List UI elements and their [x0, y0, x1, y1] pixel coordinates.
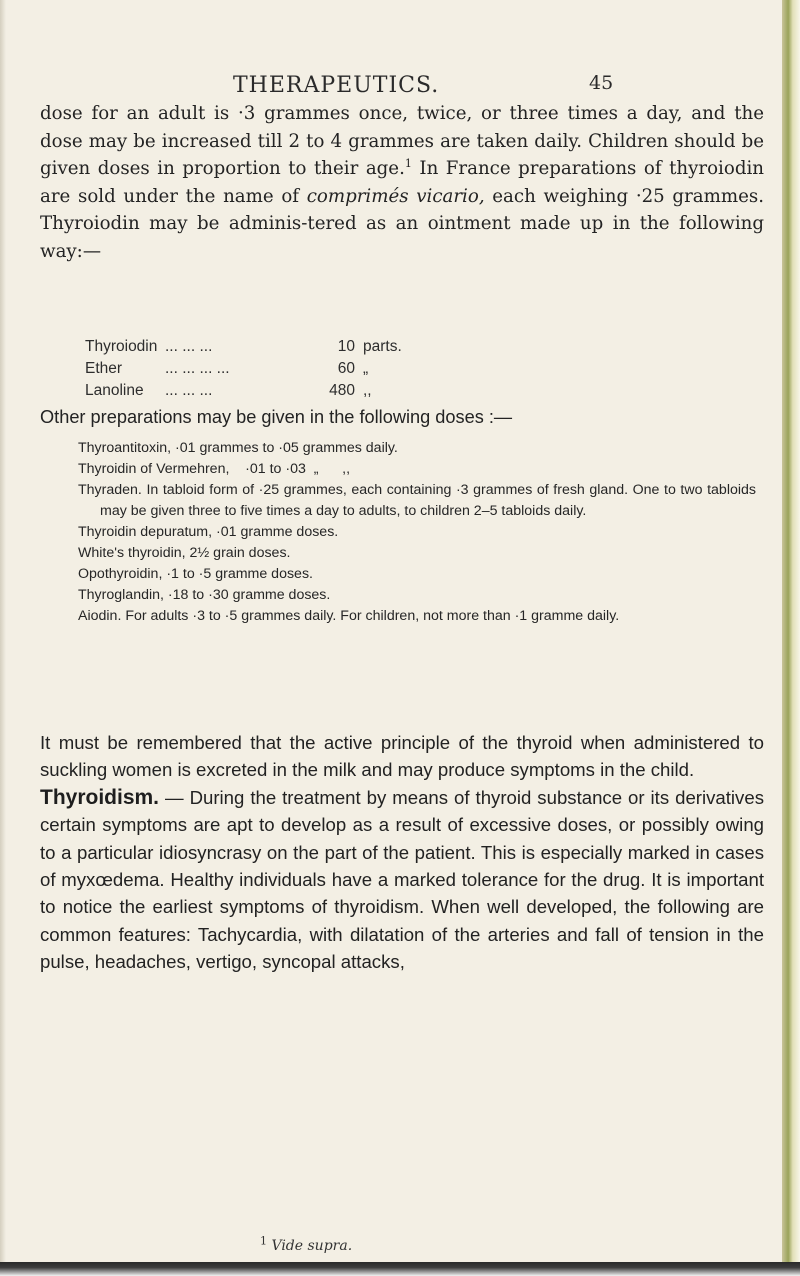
footnote-reference: 1: [404, 156, 412, 170]
ingredient-name: Lanoline: [85, 382, 144, 399]
ingredient-amount: 480: [329, 382, 355, 399]
ingredient-name: Thyroiodin: [85, 338, 158, 355]
list-item: Opothyroidin, ·1 to ·5 gramme doses.: [78, 566, 313, 582]
recipe-row: [85, 380, 585, 402]
section-heading: Thyroidism.: [40, 785, 160, 809]
ingredient-unit: ,,: [363, 382, 372, 399]
footnote-number: 1: [260, 1234, 267, 1248]
paragraph-text-b: In France preparations of thyroiodin are sold under the name of: [40, 158, 764, 207]
leader-dots: ... ... ... ...: [165, 360, 230, 377]
ingredient-unit: parts.: [363, 338, 402, 355]
section-text: — During the treatment by means of thyroid substance or its derivatives certain symptoms are apt to develop as a result of excessive doses, or possibly owing to a particular idiosyncrasy on the part of the patient. This is especially marked in cases of myxœdema. Healthy individuals have a marked tolerance for the drug. It is important to notice the earliest symptoms of thyroidism. When well developed, the following are common features: Tachycardia, with dilatation of the arteries and fall of tension in the pulse, headaches, vertigo, syncopal attacks,: [40, 786, 764, 973]
suckling-paragraph: It must be remembered that the active principle of the thyroid when administered to suckling women is excreted in the milk and may produce symptoms in the child.: [40, 732, 764, 781]
list-item: Thyraden. In tabloid form of ·25 grammes, each containing ·3 grammes of fresh gland. One to two tabloids may be given three to five times a day to adults, to children 2–5 tabloids daily.: [78, 482, 756, 519]
footnote-text: Vide supra.: [271, 1238, 353, 1254]
paragraph-text-a: dose for an adult is ·3 grammes once, twice, or three times a day, and the dose may be increased till 2 to 4 grammes are taken daily. Children should be given doses in proportion to their age.: [40, 103, 764, 179]
list-item: Thyroglandin, ·18 to ·30 gramme doses.: [78, 587, 331, 603]
body-text: [40, 729, 764, 976]
preparations-intro: Other preparations may be given in the following doses :—: [40, 407, 513, 427]
page-gutter-shadow: [0, 0, 6, 1262]
ingredient-amount: 60: [337, 360, 355, 377]
ointment-recipe: [85, 336, 585, 402]
ingredient-name: Ether: [85, 360, 123, 377]
preparations-list: [78, 438, 756, 627]
list-item: Aiodin. For adults ·3 to ·5 grammes daily. For children, not more than ·1 gramme daily.: [78, 608, 620, 624]
paragraph-text-c: each weighing ·25 grammes. Thyroiodin may be adminis-tered as an ointment made up in the following way:—: [40, 185, 764, 262]
book-edge-bottom: [0, 1262, 800, 1276]
book-edge-right: [782, 0, 800, 1276]
running-header: THERAPEUTICS.: [233, 73, 440, 98]
leader-dots: ... ... ...: [165, 338, 213, 355]
list-item: Thyroidin of Vermehren, ·01 to ·03 „ ,,: [78, 461, 351, 477]
leader-dots: ... ... ...: [165, 382, 213, 399]
footnote: [260, 1234, 560, 1254]
ingredient-unit: „: [363, 360, 369, 377]
italic-term: comprimés vicario,: [306, 185, 485, 207]
list-item: Thyroidin depuratum, ·01 gramme doses.: [78, 524, 339, 540]
thyroidism-paragraph: [40, 784, 764, 976]
recipe-row: [85, 336, 585, 358]
list-item: White's thyroidin, 2½ grain doses.: [78, 545, 291, 561]
ingredient-amount: 10: [337, 338, 355, 355]
opening-paragraph: [40, 100, 764, 265]
page-number: 45: [589, 72, 614, 94]
recipe-row: [85, 358, 585, 380]
list-item: Thyroantitoxin, ·01 grammes to ·05 grammes daily.: [78, 440, 398, 456]
